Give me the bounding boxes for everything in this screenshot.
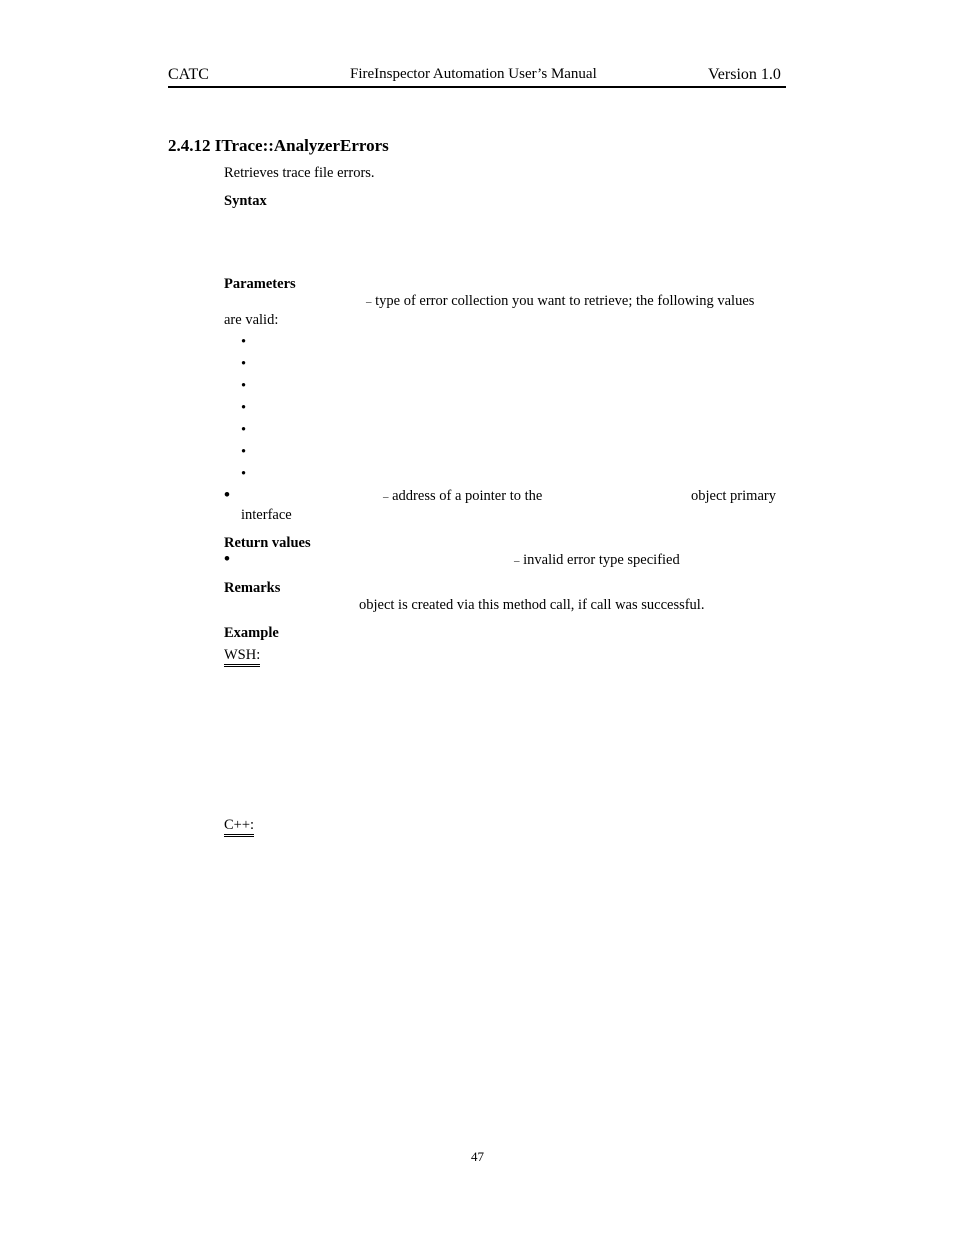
param1-text-line1: type of error collection you want to retrieve; the following values [375, 293, 755, 309]
return-bullet: • [224, 549, 230, 568]
section-description: Retrieves trace file errors. [224, 165, 375, 181]
syntax-heading: Syntax [224, 193, 267, 209]
cpp-label: C++: [224, 818, 254, 837]
header-version: Version 1.0 [708, 66, 781, 83]
remarks-text: object is created via this method call, if call was successful. [359, 597, 705, 613]
return-values-heading: Return values [224, 535, 311, 551]
remarks-heading: Remarks [224, 580, 281, 596]
param2-description [383, 488, 542, 505]
example-heading: Example [224, 625, 279, 641]
header-rule [168, 86, 786, 88]
header-company: CATC [168, 66, 209, 83]
value-bullet-4: • [241, 400, 247, 416]
return-description [514, 552, 680, 569]
param1-description [366, 293, 754, 310]
param2-text-part1: address of a pointer to the [392, 488, 543, 504]
param2-text-part2: object primary [691, 488, 776, 504]
param2-dash: – [383, 491, 389, 503]
value-bullet-3: • [241, 378, 247, 394]
value-bullet-2: • [241, 356, 247, 372]
param1-dash: – [366, 296, 372, 308]
value-bullet-7: • [241, 466, 247, 482]
param2-bullet: • [224, 485, 230, 504]
param2-text-line2: interface [241, 507, 292, 523]
page-number: 47 [471, 1149, 484, 1164]
return-dash: – [514, 555, 520, 567]
param1-text-line2: are valid: [224, 312, 279, 328]
return-text: invalid error type specified [523, 552, 680, 568]
value-bullet-6: • [241, 444, 247, 460]
parameters-heading: Parameters [224, 276, 296, 292]
value-bullet-1: • [241, 334, 247, 350]
value-bullet-5: • [241, 422, 247, 438]
wsh-label: WSH: [224, 648, 260, 667]
section-title: 2.4.12 ITrace::AnalyzerErrors [168, 136, 389, 155]
header-manual-title: FireInspector Automation User’s Manual [350, 66, 597, 82]
